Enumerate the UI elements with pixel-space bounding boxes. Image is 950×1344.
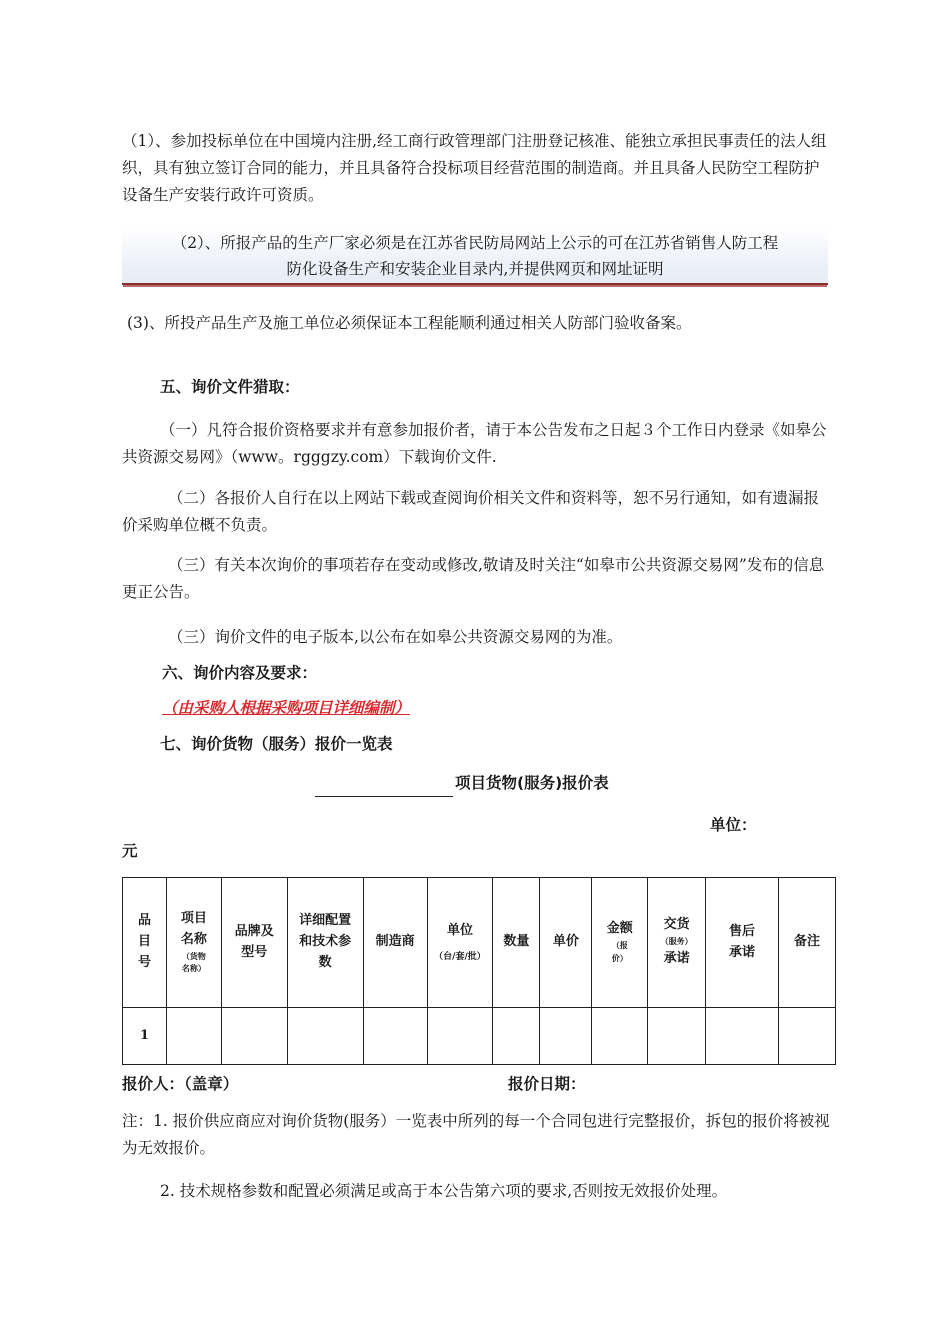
section5-paragraph-2: （二）各报价人自行在以上网站下载或查阅询价相关文件和资料等，恕不另行通知，如有遗漏报价采购单位概不负责。 (122, 489, 820, 534)
row-cell (427, 1008, 493, 1065)
note-2: 2. 技术规格参数和配置必须满足或高于本公告第六项的要求,否则按无效报价处理。 (160, 1182, 728, 1200)
section6-note: （由采购人根据采购项目详细编制） (162, 699, 411, 717)
section5-paragraph-1: （一）凡符合报价资格要求并有意参加报价者，请于本公告发布之日起３个工作日内登录《如皋公共资源交易网》（www。rgggzy.com）下载询价文件. (122, 421, 827, 466)
table-title (315, 770, 609, 797)
header-project-name: 项目 名称 （货物 名称） (166, 878, 221, 1008)
header-manufacturer: 制造商 (363, 878, 427, 1008)
section7-heading: 七、询价货物（服务）报价一览表 (160, 735, 393, 753)
quote-date-label: 报价日期： (508, 1075, 586, 1093)
unit-value: 元 (122, 842, 138, 860)
row-item-no: 1 (123, 1008, 167, 1065)
header-brand-model: 品牌及 型号 (221, 878, 287, 1008)
table-row (123, 1008, 836, 1065)
quote-table (122, 877, 836, 1065)
header-amount: 金额 （报 价） (592, 878, 648, 1008)
header-config-params: 详细配置 和技术参 数 (287, 878, 363, 1008)
row-cell (540, 1008, 592, 1065)
header-unit: 单位 （台/套/批） (427, 878, 493, 1008)
header-item-no: 品 目 号 (123, 878, 167, 1008)
requirement-2-line2: 防化设备生产和安装企业目录内,并提供网页和网址证明 (286, 260, 664, 278)
row-cell (221, 1008, 287, 1065)
section5-paragraph-3: （三）有关本次询价的事项若存在变动或修改,敬请及时关注“如皋市公共资源交易网”发布的信息更正公告。 (122, 556, 825, 601)
table-title-text: 项目货物(服务)报价表 (455, 774, 609, 792)
row-cell (779, 1008, 836, 1065)
requirement-3: (3)、所投产品生产及施工单位必须保证本工程能顺利通过相关人防部门验收备案。 (127, 314, 692, 332)
project-name-blank (315, 778, 453, 797)
row-cell (706, 1008, 779, 1065)
quoter-seal-label: 报价人：（盖章） (122, 1075, 239, 1093)
row-cell (363, 1008, 427, 1065)
row-cell (592, 1008, 648, 1065)
table-header-row (123, 878, 836, 1008)
requirement-1: （1）、参加投标单位在中国境内注册,经工商行政管理部门注册登记核准、能独立承担民事责任的法人组织，具有独立签订合同的能力，并且具备符合投标项目经营范围的制造商。并且具备人民防空工程防护设备生产安装行政许可资质。 (122, 132, 827, 204)
requirement-2-highlight (122, 229, 828, 285)
section5-heading: 五、询价文件猎取： (160, 378, 300, 396)
note-1: 注：1. 报价供应商应对询价货物(服务）一览表中所列的每一个合同包进行完整报价，拆包的报价将被视为无效报价。 (122, 1112, 830, 1157)
section6-heading: 六、询价内容及要求： (162, 664, 318, 682)
header-remarks: 备注 (779, 878, 836, 1008)
unit-label: 单位： (710, 816, 757, 834)
header-delivery-promise: 交货 （服务） 承诺 (648, 878, 706, 1008)
header-quantity: 数量 (493, 878, 540, 1008)
requirement-2-line1: （2）、所报产品的生产厂家必须是在江苏省民防局网站上公示的可在江苏省销售人防工程 (171, 234, 779, 252)
header-unit-price: 单价 (540, 878, 592, 1008)
row-cell (166, 1008, 221, 1065)
header-after-sales: 售后 承诺 (706, 878, 779, 1008)
section5-paragraph-4: （三）询价文件的电子版本,以公布在如皋公共资源交易网的为准。 (168, 628, 623, 646)
row-cell (287, 1008, 363, 1065)
row-cell (493, 1008, 540, 1065)
row-cell (648, 1008, 706, 1065)
